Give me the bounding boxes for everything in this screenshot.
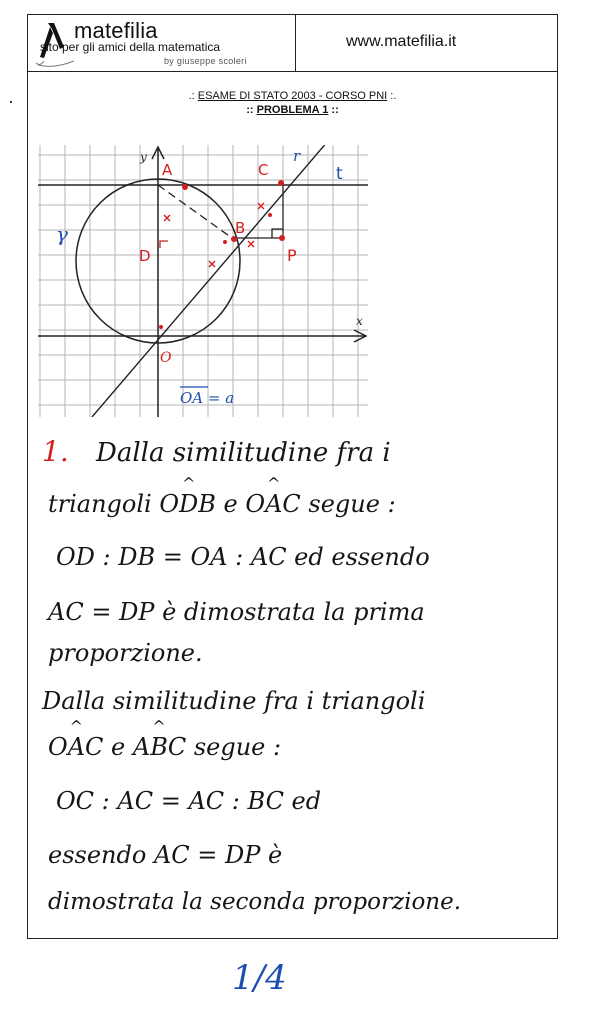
exam-title	[28, 90, 557, 102]
solution-line-9: essendo AC = DP è	[48, 841, 283, 869]
problem-title-text: PROBLEMA 1	[256, 104, 329, 116]
solution-line-7	[48, 733, 548, 761]
solution-line-2	[48, 490, 548, 518]
label-point-b: B	[235, 219, 246, 237]
line2-part-c: C segue :	[282, 490, 396, 518]
solution-line-6: Dalla similitudine fra i triangoli	[42, 687, 426, 715]
solution-number: 1.	[42, 435, 69, 468]
line7-part-a: O	[48, 733, 68, 761]
line-r	[92, 145, 328, 417]
label-point-o: O	[160, 350, 172, 366]
logo	[28, 15, 296, 72]
label-oa-equation: OA = a	[180, 389, 235, 407]
angle-hat-b: ^ B	[150, 733, 168, 761]
label-point-d: D	[139, 247, 151, 265]
right-angle-mark-d	[160, 241, 168, 248]
logo-name: matefilia	[74, 18, 158, 43]
label-point-a: A	[162, 161, 173, 179]
solution-line-8: OC : AC = AC : BC ed	[56, 787, 322, 815]
label-line-r: r	[293, 147, 301, 165]
label-point-p: P	[287, 246, 297, 265]
line7-part-c: C segue :	[167, 733, 282, 761]
label-line-t: t	[336, 164, 343, 184]
label-y-axis: y	[140, 150, 147, 164]
problem-title-suffix: ::	[328, 104, 339, 116]
angle-hat-d: ^ D	[179, 490, 198, 518]
problem-title-prefix: ::	[246, 104, 257, 116]
header-bar	[28, 15, 557, 72]
page-number: 1/4	[232, 958, 287, 998]
solution-line-10: dimostrata la seconda proporzione.	[48, 889, 462, 915]
site-url-link[interactable]: www.matefilia.it	[346, 33, 457, 50]
label-point-c: C	[258, 161, 269, 179]
problem-title	[28, 104, 557, 116]
exam-title-suffix: :.	[387, 90, 397, 102]
angle-hat-a: ^ A	[265, 490, 282, 518]
label-circle-gamma: γ	[56, 222, 68, 246]
label-x-axis: x	[356, 314, 363, 328]
exam-title-prefix: .:	[188, 90, 198, 102]
line7-part-b: C e A	[85, 733, 151, 761]
figure-grid	[38, 145, 368, 417]
solution-line-4: AC = DP è dimostrata la prima	[48, 598, 425, 626]
line2-part-a: triangoli O	[48, 490, 180, 518]
exam-title-text: ESAME DI STATO 2003 - CORSO PNI	[197, 90, 388, 102]
solution-line-5: proporzione.	[48, 639, 203, 667]
solution-line-3: OD : DB = OA : AC ed essendo	[56, 543, 430, 571]
geometry-figure	[38, 145, 368, 417]
line2-part-b: B e O	[198, 490, 266, 518]
logo-tagline: sito per gli amici della matematica	[40, 40, 221, 54]
logo-author: by giuseppe scoleri	[164, 56, 247, 66]
solution-line-1: Dalla similitudine fra i	[96, 438, 391, 468]
page-frame	[27, 14, 558, 939]
stray-dot	[10, 101, 12, 103]
equal-angle-marks	[164, 203, 264, 267]
angle-hat-a2: ^ A	[68, 733, 85, 761]
